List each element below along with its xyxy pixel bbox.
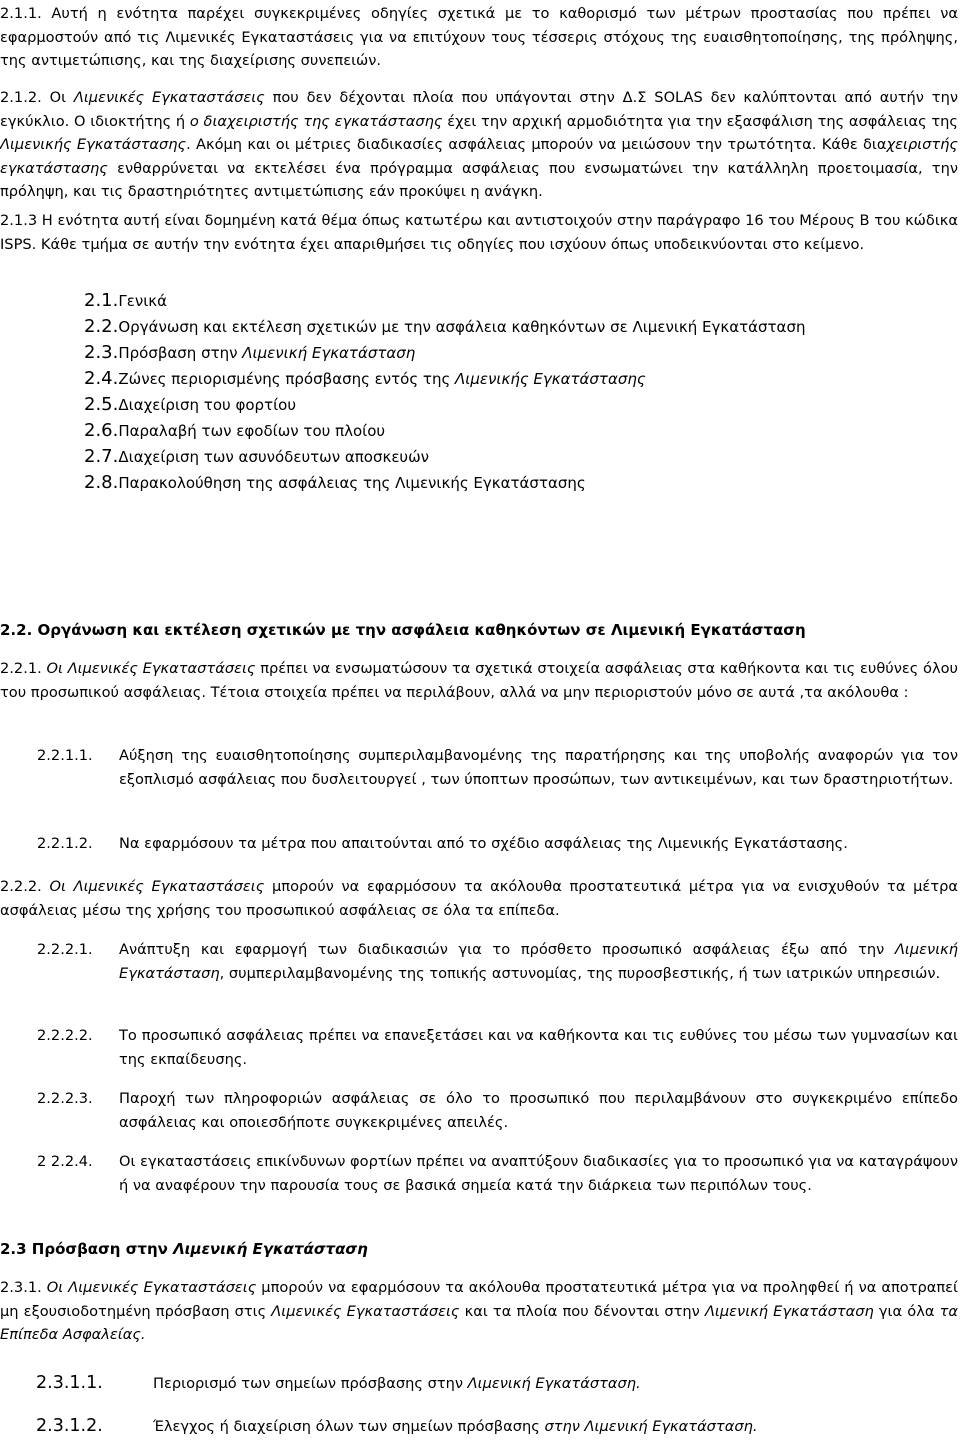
section-number: 2.4. — [84, 368, 119, 389]
subparagraph-number: 2.3.1.2. — [36, 1416, 103, 1436]
heading-text: 2.3 Πρόσβαση στην — [0, 1240, 174, 1258]
subparagraph-2-3-1-1 — [36, 1373, 641, 1393]
paragraph-2-1-1: 2.1.1. Αυτή η ενότητα παρέχει συγκεκριμένες οδηγίες σχετικά με το καθορισμό των μέτρων προστασίας που πρέπει να εφαρμοστούν από τις Λιμενικές Εγκαταστάσεις για να επιτύχουν τους τέσσερις στόχους της ευαισθητοποίησης, της πρόληψης, της αντιμετώπισης, και της διαχείρισης συνεπειών. — [0, 5, 958, 69]
section-number: 2.8. — [84, 472, 119, 493]
heading-2-2: 2.2. Οργάνωση και εκτέλεση σχετικών με την ασφάλεια καθηκόντων σε Λιμενική Εγκατάσταση — [0, 621, 806, 639]
text: Περιορισμό των σημείων πρόσβασης στην — [153, 1375, 468, 1392]
text: Ανάπτυξη και εφαρμογή των διαδικασιών για το πρόσθετο προσωπικό ασφάλειας έξω από την — [119, 941, 895, 958]
text: και τα πλοία που δένονται στην — [459, 1302, 705, 1320]
text: που δεν δέχονται πλοία που υπάγονται στην Δ.Σ SOLAS δεν καλύπτονται από αυτήν την εγκύκλιο. Ο ιδιοκτήτης ή — [0, 89, 958, 130]
section-label: Πρόσβαση στην — [118, 344, 243, 362]
subparagraph-number: 2.2.2.1. — [37, 941, 93, 958]
paragraph-2-1-2 — [0, 86, 958, 204]
italic-text: Λιμενική Εγκατάσταση — [704, 1302, 874, 1320]
text: 2.1.2. Οι — [0, 89, 74, 106]
subparagraph-number: 2.2.2.3. — [37, 1090, 93, 1107]
heading-italic-text: Λιμενική Εγκατάσταση — [173, 1240, 368, 1258]
text: έχει την αρχική αρμοδιότητα για την εξασφάλιση της ασφάλειας της — [442, 112, 958, 130]
text: ενθαρρύνεται να εκτελέσει ένα πρόγραμμα ασφάλειας που ενσωματώνει την κατάλληλη προετοιμασία, την πρόληψη, και τις δραστηριότητες αντιμετώπισης εάν προκύψει η ανάγκη. — [0, 159, 958, 200]
text: πρέπει να ενσωματώσουν τα σχετικά στοιχεία ασφάλειας στα καθήκοντα και τις ευθύνες όλου του προσωπικού ασφάλειας. Τέτοια στοιχεία πρέπει να περιλάβουν, αλλά να μην περιοριστούν μόνο σε αυτά ,τα ακόλουθα : — [0, 660, 958, 701]
section-number: 2.2. — [84, 316, 119, 337]
section-list-item — [84, 366, 805, 392]
section-list-item — [84, 340, 805, 366]
italic-text: Λιμενικές Εγκαταστάσεις — [271, 1302, 460, 1320]
italic-text: τα Επίπεδα Ασφαλείας. — [0, 1302, 958, 1343]
text: 2.2.1. — [0, 660, 47, 677]
subparagraph-number: 2.2.2.2. — [37, 1027, 93, 1044]
heading-2-3 — [0, 1238, 368, 1260]
text: 2.2.2. — [0, 878, 50, 895]
text: μπορούν να εφαρμόσουν τα ακόλουθα προστατευτικά μέτρα για να ενισχυθούν τα μέτρα ασφάλειας μέσω της χρήσης του προσωπικού ασφάλειας σε όλα τα επίπεδα. — [0, 878, 958, 919]
italic-text: στην Λιμενική Εγκατάσταση. — [544, 1418, 758, 1435]
section-list-item — [84, 418, 805, 444]
section-label: Ζώνες περιορισμένης πρόσβασης εντός της — [118, 370, 456, 388]
italic-text: ο διαχειριστής της εγκατάστασης — [189, 112, 443, 130]
subparagraph-text: Να εφαρμόσουν τα μέτρα που απαιτούνται από το σχέδιο ασφάλειας της Λιμενικής Εγκατάστασης. — [119, 835, 848, 852]
subparagraph-text: Το προσωπικό ασφάλειας πρέπει να επανεξετάσει και να καθήκοντα και τις ευθύνες του μέσω των γυμνασίων και της εκπαίδευσης. — [119, 1027, 958, 1068]
subparagraph-number: 2 2.2.4. — [37, 1153, 93, 1170]
section-label: Διαχείριση του φορτίου — [118, 396, 297, 414]
paragraph-2-1-3: 2.1.3 Η ενότητα αυτή είναι δομημένη κατά θέμα όπως κατωτέρω και αντιστοιχούν στην παράγραφο 16 του Μέρους Β του κώδικα ISPS. Κάθε τμήμα σε αυτήν την ενότητα έχει απαριθμήσει τις οδηγίες που ισχύουν όπως υποδεικνύονται στο κείμενο. — [0, 212, 958, 253]
section-label-italic: Λιμενική Εγκατάσταση — [242, 344, 416, 362]
subparagraph-text: Οι εγκαταστάσεις επικίνδυνων φορτίων πρέπει να αναπτύξουν διαδικασίες για το προσωπικό για να καταγράψουν ή να αναφέρουν την παρουσία τους σε βασικά σημεία κατά την διάρκεια των περιπόλων τους. — [119, 1153, 958, 1194]
section-number: 2.5. — [84, 394, 119, 415]
section-list-item — [84, 470, 805, 496]
section-label: Παραλαβή των εφοδίων του πλοίου — [118, 422, 386, 440]
italic-text: Λιμενική Εγκατάσταση. — [467, 1375, 641, 1392]
text: . Ακόμη και οι μέτριες διαδικασίες ασφάλειας μπορούν να μειώσουν την τρωτότητα. Κάθε δια — [186, 136, 887, 153]
section-number: 2.6. — [84, 420, 119, 441]
text: Έλεγχος ή διαχείριση όλων των σημείων πρόσβασης — [153, 1418, 545, 1435]
section-label: Οργάνωση και εκτέλεση σχετικών με την ασφάλεια καθηκόντων σε Λιμενική Εγκατάσταση — [118, 318, 806, 336]
text: μπορούν να εφαρμόσουν τα ακόλουθα προστατευτικά μέτρα για να προληφθεί ή να αποτραπεί μη εξουσιοδοτημένη πρόσβαση στις — [0, 1279, 958, 1320]
subparagraph-number: 2.3.1.1. — [36, 1373, 103, 1393]
paragraph-2-3-1 — [0, 1276, 958, 1347]
subparagraph-2-3-1-2 — [36, 1416, 757, 1436]
italic-text: Λιμενικής Εγκατάστασης — [0, 136, 187, 153]
section-label: Διαχείριση των ασυνόδευτων αποσκευών — [118, 448, 430, 466]
subparagraph-text: Παροχή των πληροφοριών ασφάλειας σε όλο το προσωπικό που περιλαμβάνουν στο συγκεκριμένο επίπεδο ασφάλειας και οποιεσδήποτε συγκεκριμένες απειλές. — [119, 1090, 958, 1131]
text: για όλα — [873, 1302, 940, 1320]
subparagraph-text — [119, 938, 958, 985]
section-list — [84, 288, 805, 496]
italic-text: Οι Λιμενικές Εγκαταστάσεις — [46, 660, 256, 677]
section-label: Παρακολούθηση της ασφάλειας της Λιμενικής Εγκατάστασης — [118, 474, 586, 492]
section-label: Γενικά — [118, 292, 168, 310]
italic-text: Οι Λιμενικές Εγκαταστάσεις — [49, 878, 265, 895]
italic-text: Οι Λιμενικές Εγκαταστάσεις — [46, 1279, 257, 1296]
section-number: 2.3. — [84, 342, 119, 363]
section-list-item — [84, 444, 805, 470]
section-number: 2.7. — [84, 446, 119, 467]
text: 2.3.1. — [0, 1279, 47, 1296]
text: , συμπεριλαμβανομένης της τοπικής αστυνομίας, της πυροσβεστικής, ή των ιατρικών υπηρεσιών. — [219, 964, 941, 982]
paragraph-2-2-2 — [0, 875, 958, 922]
section-label-italic: Λιμενικής Εγκατάστασης — [455, 370, 646, 388]
paragraph-2-2-1 — [0, 657, 958, 704]
section-number: 2.1. — [84, 290, 119, 311]
subparagraph-number: 2.2.1.2. — [37, 835, 93, 852]
section-list-item — [84, 314, 805, 340]
italic-text: Λιμενική Εγκατάσταση — [119, 941, 958, 982]
section-list-item — [84, 288, 805, 314]
italic-text: χειριστής εγκατάστασης — [0, 136, 958, 177]
italic-text: Λιμενικές Εγκαταστάσεις — [73, 89, 265, 106]
subparagraph-text: Αύξηση της ευαισθητοποίησης συμπεριλαμβανομένης της παρατήρησης και της υποβολής αναφορών για τον εξοπλισμό ασφάλειας που δυσλειτουργεί , των ύποπτων προσώπων, των αντικειμένων, και των δραστηριοτήτων. — [119, 747, 958, 788]
section-list-item — [84, 392, 805, 418]
subparagraph-number: 2.2.1.1. — [37, 747, 93, 764]
